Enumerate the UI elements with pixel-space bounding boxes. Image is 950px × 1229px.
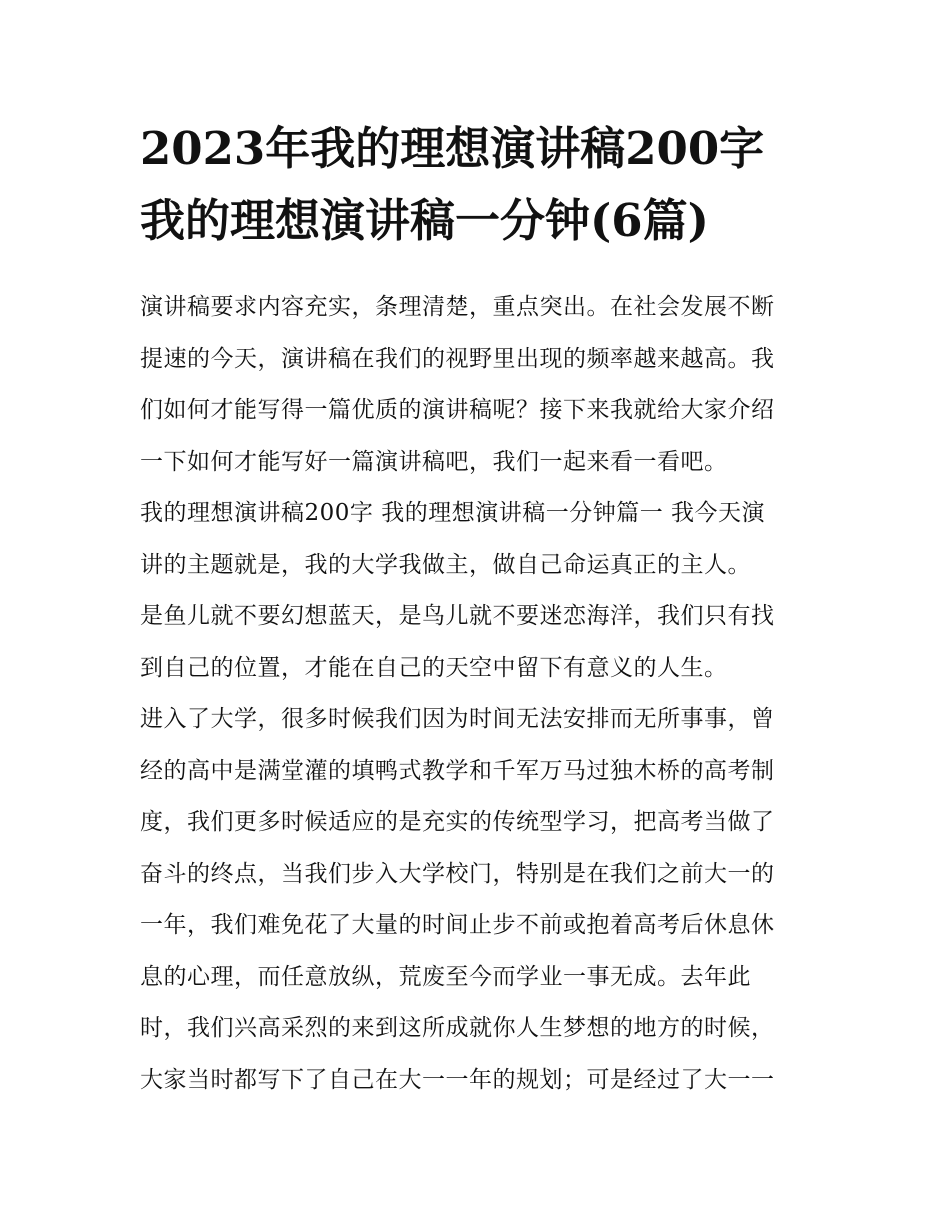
text-line: 们如何才能写得一篇优质的演讲稿呢？接下来我就给大家介绍 [140, 397, 775, 423]
paragraph-section-heading [140, 488, 820, 591]
text-line: 提速的今天，演讲稿在我们的视野里出现的频率越来越高。我 [140, 345, 775, 372]
title-line: 2023年我的理想演讲稿200字 [140, 122, 765, 175]
text-line: 到自己的位置，才能在自己的天空中留下有意义的人生。 [140, 654, 728, 681]
paragraph-intro [140, 282, 820, 488]
title-line: 我的理想演讲稿一分钟(6篇) [140, 194, 709, 247]
paragraph [140, 591, 820, 694]
text-line: 讲的主题就是，我的大学我做主，做自己命运真正的主人。 [140, 551, 751, 578]
text-line: 一下如何才能写好一篇演讲稿吧，我们一起来看一看吧。 [140, 448, 728, 475]
text-line: 演讲稿要求内容充实，条理清楚，重点突出。在社会发展不断 [140, 294, 775, 320]
text-line: 经的高中是满堂灌的填鸭式教学和千军万马过独木桥的高考制 [140, 757, 775, 784]
text-line: 奋斗的终点，当我们步入大学校门，特别是在我们之前大一的 [140, 860, 775, 887]
document-body [140, 282, 820, 1106]
text-line: 息的心理，而任意放纵，荒废至今而学业一事无成。去年此 [140, 963, 751, 990]
document-title [140, 113, 830, 257]
text-line: 大家当时都写下了自己在大一一年的规划；可是经过了大一一 [140, 1066, 775, 1093]
text-line: 一年，我们难免花了大量的时间止步不前或抱着高考后休息休 [140, 912, 775, 938]
text-line: 度，我们更多时候适应的是充实的传统型学习，把高考当做了 [140, 809, 775, 835]
paragraph [140, 694, 820, 1106]
text-line: 进入了大学，很多时候我们因为时间无法安排而无所事事，曾 [140, 706, 775, 732]
text-line: 时，我们兴高采烈的来到这所成就你人生梦想的地方的时候， [140, 1015, 775, 1041]
text-line: 我的理想演讲稿200字 我的理想演讲稿一分钟篇一 我今天演 [140, 500, 766, 526]
text-line: 是鱼儿就不要幻想蓝天，是鸟儿就不要迷恋海洋，我们只有找 [140, 603, 775, 629]
